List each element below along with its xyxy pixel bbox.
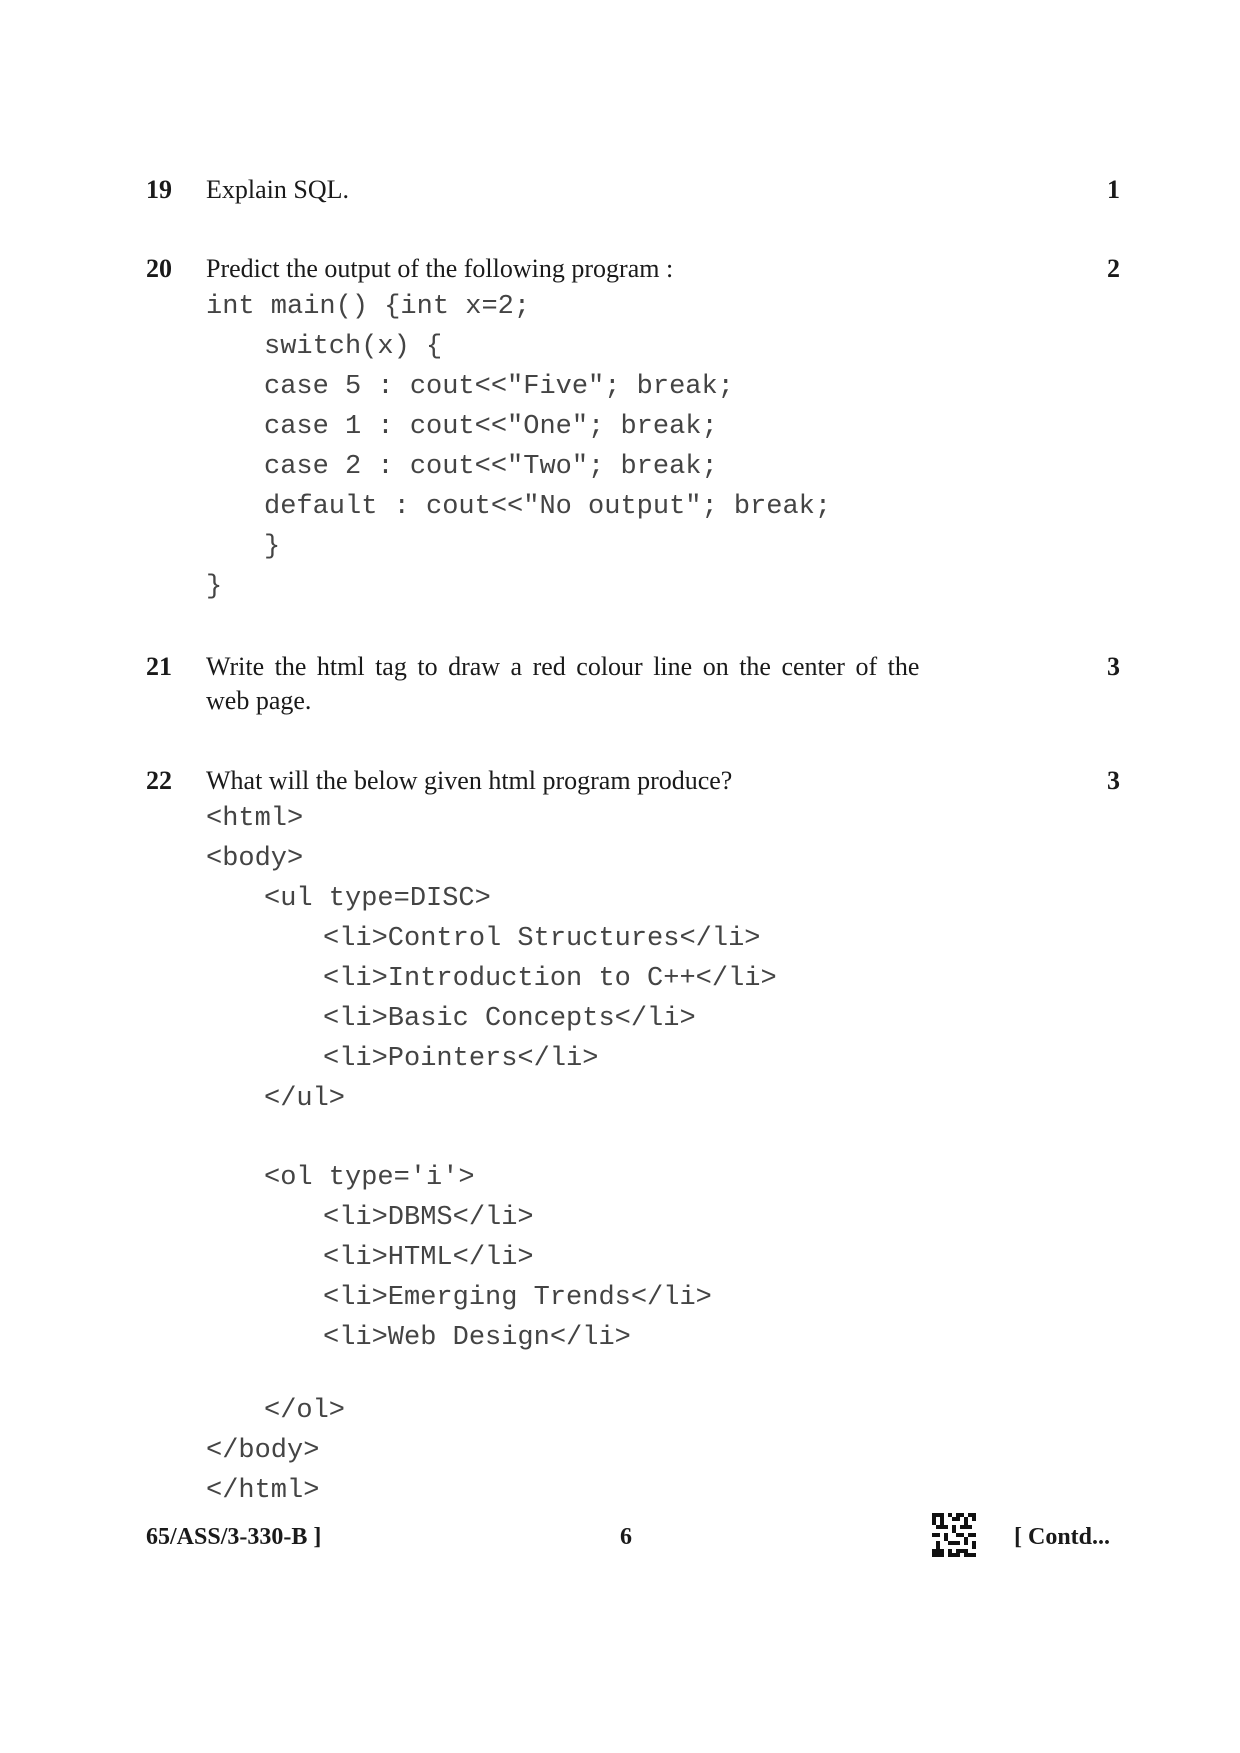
code-line: <li>Web Design</li> bbox=[323, 1323, 631, 1353]
code-line: <li>DBMS</li> bbox=[323, 1203, 534, 1233]
code-line: case 5 : cout<<"Five"; break; bbox=[264, 372, 734, 402]
code-line: <html> bbox=[206, 804, 304, 834]
question-text: Explain SQL. bbox=[206, 175, 349, 204]
question-number: 21 bbox=[146, 652, 172, 681]
qr-code-icon bbox=[932, 1513, 976, 1557]
code-line: </ol> bbox=[264, 1396, 346, 1426]
code-line: <li>Basic Concepts</li> bbox=[323, 1004, 696, 1034]
code-line: switch(x) { bbox=[264, 332, 443, 362]
code-line: </html> bbox=[206, 1476, 320, 1506]
code-line: </ul> bbox=[264, 1084, 346, 1114]
question-number: 20 bbox=[146, 254, 172, 283]
code-line: } bbox=[264, 532, 281, 562]
question-marks: 2 bbox=[1107, 254, 1120, 283]
code-line: case 2 : cout<<"Two"; break; bbox=[264, 452, 718, 482]
code-line: } bbox=[206, 572, 223, 602]
code-line: case 1 : cout<<"One"; break; bbox=[264, 412, 718, 442]
question-text: Predict the output of the following program : bbox=[206, 254, 674, 283]
question-number: 22 bbox=[146, 766, 172, 795]
question-text-continued: web page. bbox=[206, 686, 312, 715]
code-line: int main() {int x=2; bbox=[206, 292, 531, 322]
question-marks: 3 bbox=[1107, 766, 1120, 795]
code-line: </body> bbox=[206, 1436, 320, 1466]
code-line: <li>Control Structures</li> bbox=[323, 924, 761, 954]
question-text: Write the html tag to draw a red colour line on the center of the bbox=[206, 652, 920, 681]
code-line: <li>Emerging Trends</li> bbox=[323, 1283, 712, 1313]
continued-label: [ Contd... bbox=[1014, 1524, 1111, 1550]
question-marks: 1 bbox=[1107, 175, 1120, 204]
paper-code: 65/ASS/3-330-B ] bbox=[146, 1524, 322, 1550]
question-marks: 3 bbox=[1107, 652, 1120, 681]
code-line: <body> bbox=[206, 844, 304, 874]
page-number: 6 bbox=[620, 1524, 632, 1550]
code-line: <li>Pointers</li> bbox=[323, 1044, 599, 1074]
question-text: What will the below given html program produce? bbox=[206, 766, 733, 795]
code-line: <li>HTML</li> bbox=[323, 1243, 534, 1273]
code-line: <ol type='i'> bbox=[264, 1163, 475, 1193]
code-line: <ul type=DISC> bbox=[264, 884, 491, 914]
question-number: 19 bbox=[146, 175, 172, 204]
code-line: <li>Introduction to C++</li> bbox=[323, 964, 777, 994]
code-line: default : cout<<"No output"; break; bbox=[264, 492, 832, 522]
